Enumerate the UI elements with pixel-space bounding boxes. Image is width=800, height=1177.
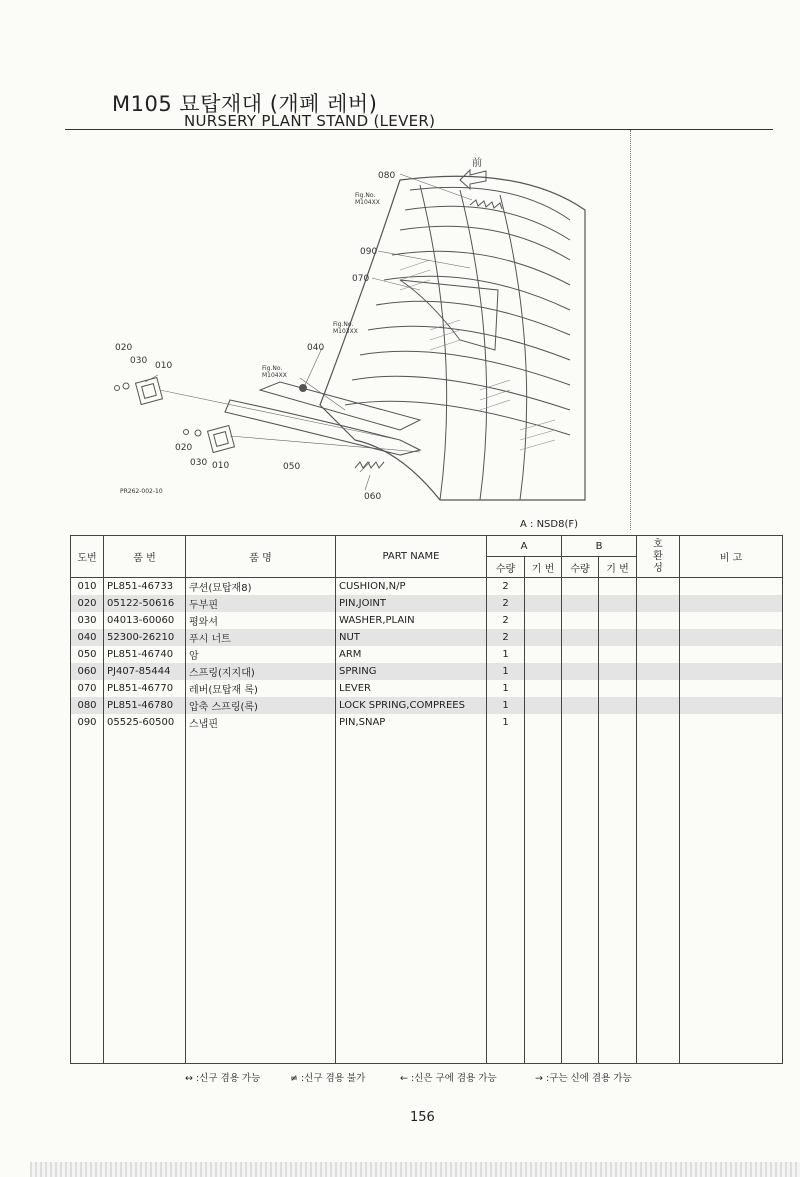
legend-not-interchangeable: ≠ :신구 겸용 불가 <box>290 1073 366 1084</box>
cell-part-number: 05122-50616 <box>104 595 186 612</box>
cell-ref-no: 070 <box>71 680 104 697</box>
cell-qty-a: 1 <box>487 714 525 731</box>
scan-edge-band <box>30 1162 800 1177</box>
legend-new-to-old: ← :신은 구에 겸용 가능 <box>400 1073 497 1084</box>
cell-qty-a: 1 <box>487 646 525 663</box>
cell-korean-name: 스냅핀 <box>186 714 336 731</box>
callout-090: 090 <box>360 247 378 257</box>
cell-korean-name: 쿠션(묘탑재8) <box>186 578 336 596</box>
callout-030-top: 030 <box>130 356 148 366</box>
table-row <box>71 578 783 596</box>
header-interchange: 호 환 성 <box>637 536 680 578</box>
callout-050: 050 <box>283 462 301 472</box>
table-row <box>71 697 783 714</box>
header-dobeon: 도번 <box>71 536 104 578</box>
cell-korean-name: 평와셔 <box>186 612 336 629</box>
table-empty-space <box>71 731 783 1064</box>
callout-040: 040 <box>307 343 325 353</box>
cell-part-name: PIN,SNAP <box>336 714 487 731</box>
cell-qty-a: 1 <box>487 680 525 697</box>
table-row <box>71 595 783 612</box>
drawing-code: PR262-002-10 <box>120 488 163 495</box>
cell-part-number: 05525-60500 <box>104 714 186 731</box>
cell-part-name: PIN,JOINT <box>336 595 487 612</box>
header-group-b: B <box>562 536 637 557</box>
parts-table-body <box>71 578 783 1064</box>
cell-qty-a: 1 <box>487 697 525 714</box>
cell-part-name: LEVER <box>336 680 487 697</box>
callout-010-bottom: 010 <box>212 461 230 471</box>
table-row <box>71 646 783 663</box>
header-remarks: 비 고 <box>680 536 783 578</box>
table-row <box>71 714 783 731</box>
fig-ref-left: Fig.No. M104XX <box>262 365 287 379</box>
callout-020-bottom: 020 <box>175 443 193 453</box>
header-rule <box>65 129 773 130</box>
cell-part-number: PJ407-85444 <box>104 663 186 680</box>
callout-010-top: 010 <box>155 361 173 371</box>
header-part-name: PART NAME <box>336 536 487 578</box>
model-spec-note: A : NSD8(F) <box>520 519 579 530</box>
callout-070: 070 <box>352 274 370 284</box>
cell-qty-a: 2 <box>487 595 525 612</box>
cell-korean-name: 두부핀 <box>186 595 336 612</box>
fig-ref-top: Fig.No. M104XX <box>355 192 380 206</box>
cell-part-name: ARM <box>336 646 487 663</box>
cell-part-number: PL851-46770 <box>104 680 186 697</box>
cell-ref-no: 060 <box>71 663 104 680</box>
callout-030-bottom: 030 <box>190 458 208 468</box>
fig-ref-middle: Fig.No. M103XX <box>333 321 358 335</box>
callout-060: 060 <box>364 492 382 502</box>
cell-part-name: NUT <box>336 629 487 646</box>
cell-korean-name: 푸시 너트 <box>186 629 336 646</box>
cell-ref-no: 010 <box>71 578 104 596</box>
header-b-qty: 수량 <box>562 557 599 578</box>
legend-old-to-new: → :구는 신에 겸용 가능 <box>535 1073 632 1084</box>
cell-korean-name: 암 <box>186 646 336 663</box>
cell-part-number: PL851-46780 <box>104 697 186 714</box>
table-row <box>71 612 783 629</box>
callout-020-top: 020 <box>115 343 133 353</box>
cell-part-name: WASHER,PLAIN <box>336 612 487 629</box>
cell-korean-name: 스프링(지지대) <box>186 663 336 680</box>
cell-qty-a: 1 <box>487 663 525 680</box>
header-a-qty: 수량 <box>487 557 525 578</box>
cell-ref-no: 050 <box>71 646 104 663</box>
cell-korean-name: 레버(묘탑재 록) <box>186 680 336 697</box>
header-korean-name: 품 명 <box>186 536 336 578</box>
table-row <box>71 629 783 646</box>
cell-part-name: LOCK SPRING,COMPREES <box>336 697 487 714</box>
cell-ref-no: 020 <box>71 595 104 612</box>
page-divider <box>630 130 631 530</box>
header-b-base: 기 번 <box>599 557 637 578</box>
cell-ref-no: 080 <box>71 697 104 714</box>
legend-interchangeable: ↔ :신구 겸용 가능 <box>185 1073 261 1084</box>
callout-080: 080 <box>378 171 396 181</box>
table-row <box>71 680 783 697</box>
cell-part-number: 04013-60060 <box>104 612 186 629</box>
cell-korean-name: 압축 스프링(록) <box>186 697 336 714</box>
table-row <box>71 663 783 680</box>
front-label: 前 <box>472 158 482 169</box>
parts-table <box>70 535 783 1064</box>
page-title-english: NURSERY PLANT STAND (LEVER) <box>184 112 436 130</box>
header-part-number: 품 번 <box>104 536 186 578</box>
cell-part-number: 52300-26210 <box>104 629 186 646</box>
cell-part-number: PL851-46740 <box>104 646 186 663</box>
cell-part-name: SPRING <box>336 663 487 680</box>
cell-part-name: CUSHION,N/P <box>336 578 487 596</box>
cell-qty-a: 2 <box>487 629 525 646</box>
cell-ref-no: 090 <box>71 714 104 731</box>
cell-qty-a: 2 <box>487 578 525 596</box>
header-a-base: 기 번 <box>525 557 562 578</box>
page-title-code: M105 묘탑재대 (개폐 레버) <box>112 92 378 116</box>
cell-ref-no: 040 <box>71 629 104 646</box>
page-number: 156 <box>410 1110 435 1125</box>
header-group-a: A <box>487 536 562 557</box>
cell-qty-a: 2 <box>487 612 525 629</box>
cell-ref-no: 030 <box>71 612 104 629</box>
exploded-parts-diagram <box>100 150 600 510</box>
cell-part-number: PL851-46733 <box>104 578 186 596</box>
